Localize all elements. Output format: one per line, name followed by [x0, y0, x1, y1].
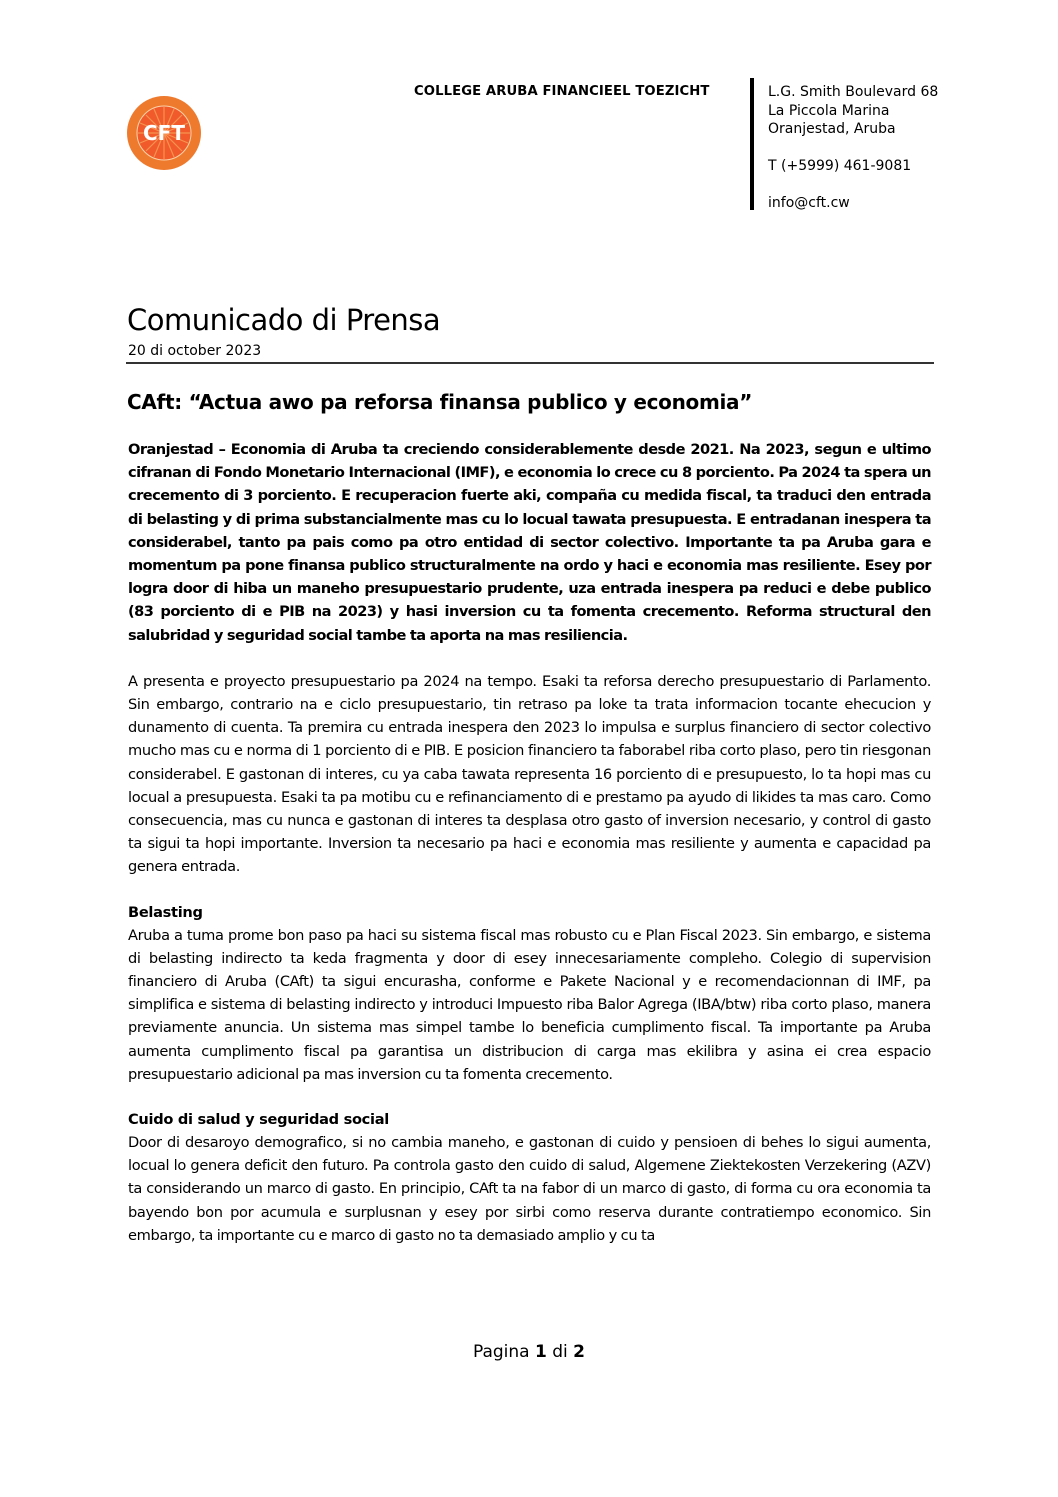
lead-paragraph: Oranjestad – Economia di Aruba ta creciendo considerablemente desde 2021. Na 2023, segun e ultimo cifranan di Fondo Monetario Internacional (IMF), e economia lo crece cu 8 porciento. Pa 2024 ta spera un crecemento di 3 porciento. E recuperacion fuerte aki, compaña cu medida fiscal, ta traduci den entrada di belasting y di prima substancialmente mas cu lo locual tawata presupuesta. E entradanan inespera ta considerabel, tanto pa pais como pa otro entidad di sector colectivo. Importante ta pa Aruba gara e momentum pa pone finansa publico structuralmente na ordo y haci e economia mas resiliente. Esey por logra door di hiba un maneho presupuestario prudente, uza entrada inespera pa reduci e debe publico (83 porciento di e PIB na 2023) y hasi inversion cu ta fomenta crecemento. Reforma structural den salubridad y seguridad social tambe ta aporta na mas resiliencia.	[128, 441, 931, 644]
press-headline: CAft: “Actua awo pa reforsa finansa publico y economia”	[127, 390, 753, 414]
logo-text: CFT	[143, 121, 185, 145]
address-line: L.G. Smith Boulevard 68	[768, 84, 939, 100]
contact-block	[768, 83, 938, 213]
address-line: Oranjestad, Aruba	[768, 121, 896, 137]
section-body-belasting: Aruba a tuma prome bon paso pa haci su sistema fiscal mas robusto cu e Plan Fiscal 2023. Sin embargo, e sistema di belasting indirecto ta keda fragmenta y door di esey innecesariamente compleho. Colegio di supervision financiero di Aruba (CAft) ta sigui encurasha, conforme e Pakete Nacional y e recomendacionnan di IMF, pa simplifica e sistema di belasting indirecto y introduci Impuesto riba Balor Agrega (IBA/btw) riba corto plaso, manera previamente anuncia. Un sistema mas simpel tambe lo beneficia cumplimento fiscal. Ta importante pa Aruba aumenta cumplimento fiscal pa garantisa un distribucion di carga mas ekilibra y asina ei crea espacio presupuestario adicional pa mas inversion cu ta fomenta crecemento.	[128, 926, 931, 1083]
section-heading-health: Cuido di salud y seguridad social	[128, 1111, 389, 1129]
of-label: di	[552, 1342, 568, 1362]
document-date: 20 di october 2023	[128, 343, 262, 359]
document-title: Comunicado di Prensa	[127, 303, 441, 337]
total-pages: 2	[573, 1342, 586, 1362]
organization-name: COLLEGE ARUBA FINANCIEEL TOEZICHT	[414, 84, 710, 99]
phone-number: T (+5999) 461-9081	[768, 158, 912, 174]
section-heading-belasting: Belasting	[128, 903, 203, 921]
address-line: La Piccola Marina	[768, 102, 890, 119]
page-number	[0, 1342, 1058, 1362]
current-page: 1	[535, 1342, 547, 1362]
page-label: Pagina	[472, 1342, 530, 1362]
body-paragraph: A presenta e proyecto presupuestario pa 2024 na tempo. Esaki ta reforsa derecho presupuestario di Parlamento. Sin embargo, contrario na e ciclo presupuestario, tin retraso pa loke ta trata informacion tocante ehecucion y dunamento di cuenta. Ta premira cu entrada inespera den 2023 lo impulsa e surplus financiero di sector colectivo mucho mas cu e norma di 1 porciento di e PIB. E posicion financiero ta faborabel riba corto plaso, pero tin riesgonan considerabel. E gastonan di interes, cu ya caba tawata representa 16 porciento di e presupuesto, lo ta hopi mas cu locual a presupuesta. Esaki ta pa motibu cu e refinanciamento di e prestamo pa ayudo di likides ta mas caro. Como consecuencia, mas cu nunca e gastonan di interes ta desplasa otro gasto of inversion necesario, y control di gasto ta sigui ta hopi importante. Inversion ta necesario pa haci e economia mas resiliente y aumenta e capacidad pa genera entrada.	[128, 672, 931, 876]
section-body-health: Door di desaroyo demografico, si no cambia maneho, e gastonan di cuido y pensioen di behes lo sigui aumenta, locual lo genera deficit den futuro. Pa controla gasto den cuido di salud, Algemene Ziektekosten Verzekering (AZV) ta considerando un marco di gasto. En principio, CAft ta na fabor di un marco di gasto, di forma cu ora economia ta bayendo bon por acumula e surplusnan y esey por sirbi como reserva durante contratiempo economico. Sin embargo, ta importante cu e marco di gasto no ta demasiado amplio y cu ta	[128, 1134, 931, 1244]
title-divider	[126, 362, 934, 364]
cft-logo-icon	[126, 95, 202, 171]
email-address: info@cft.cw	[768, 195, 850, 211]
cft-logo	[126, 95, 202, 171]
document-body	[128, 438, 931, 1247]
header-divider	[750, 78, 754, 210]
